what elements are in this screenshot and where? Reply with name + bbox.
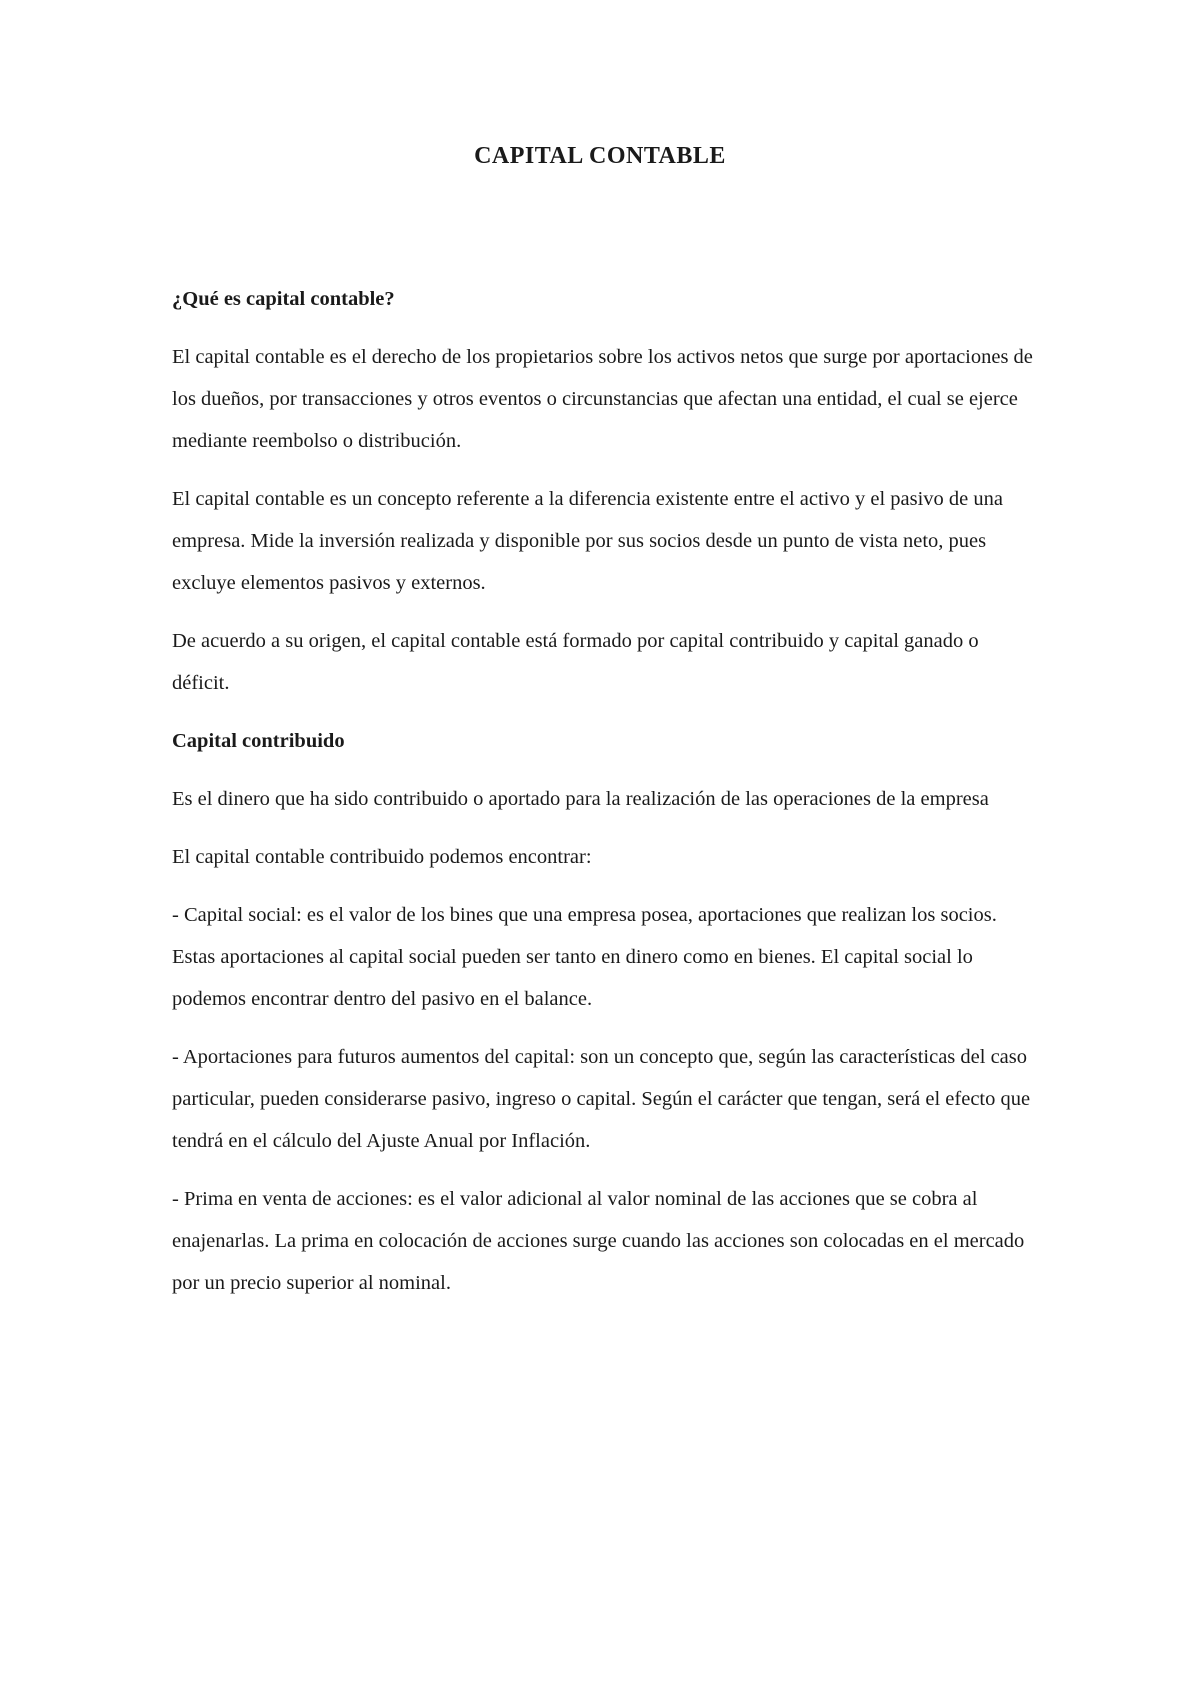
document-body bbox=[172, 278, 1040, 1320]
paragraph-concept: El capital contable es un concepto referente a la diferencia existente entre el activo y el pasivo de una empresa. Mide la inversión realizada y disponible por sus socios desde un punto de vista neto, pues excluye elementos pasivos y externos. bbox=[172, 488, 1003, 594]
paragraph-origin: De acuerdo a su origen, el capital contable está formado por capital contribuido y capital ganado o déficit. bbox=[172, 630, 979, 694]
document-title: CAPITAL CONTABLE bbox=[474, 143, 726, 169]
section-heading-capital-contribuido: Capital contribuido bbox=[172, 730, 345, 752]
paragraph-capital-social: - Capital social: es el valor de los bines que una empresa posea, aportaciones que realizan los socios. Estas aportaciones al capital social pueden ser tanto en dinero como en bienes. El capital social lo podemos encontrar dentro del pasivo en el balance. bbox=[172, 904, 997, 1010]
paragraph-contribuido-intro: El capital contable contribuido podemos encontrar: bbox=[172, 846, 592, 868]
paragraph-aportaciones-futuros: - Aportaciones para futuros aumentos del capital: son un concepto que, según las características del caso particular, pueden considerarse pasivo, ingreso o capital. Según el carácter que tengan, será el efecto que tendrá en el cálculo del Ajuste Anual por Inflación. bbox=[172, 1046, 1031, 1152]
paragraph-prima-acciones: - Prima en venta de acciones: es el valor adicional al valor nominal de las acciones que se cobra al enajenarlas. La prima en colocación de acciones surge cuando las acciones son colocadas en el mercado por un precio superior al nominal. bbox=[172, 1188, 1025, 1294]
paragraph-contribuido-definition: Es el dinero que ha sido contribuido o aportado para la realización de las operaciones de la empresa bbox=[172, 788, 989, 810]
section-heading-que-es: ¿Qué es capital contable? bbox=[172, 288, 395, 310]
paragraph-definition: El capital contable es el derecho de los propietarios sobre los activos netos que surge por aportaciones de los dueños, por transacciones y otros eventos o circunstancias que afectan una entidad, el cual se ejerce mediante reembolso o distribución. bbox=[172, 346, 1033, 452]
